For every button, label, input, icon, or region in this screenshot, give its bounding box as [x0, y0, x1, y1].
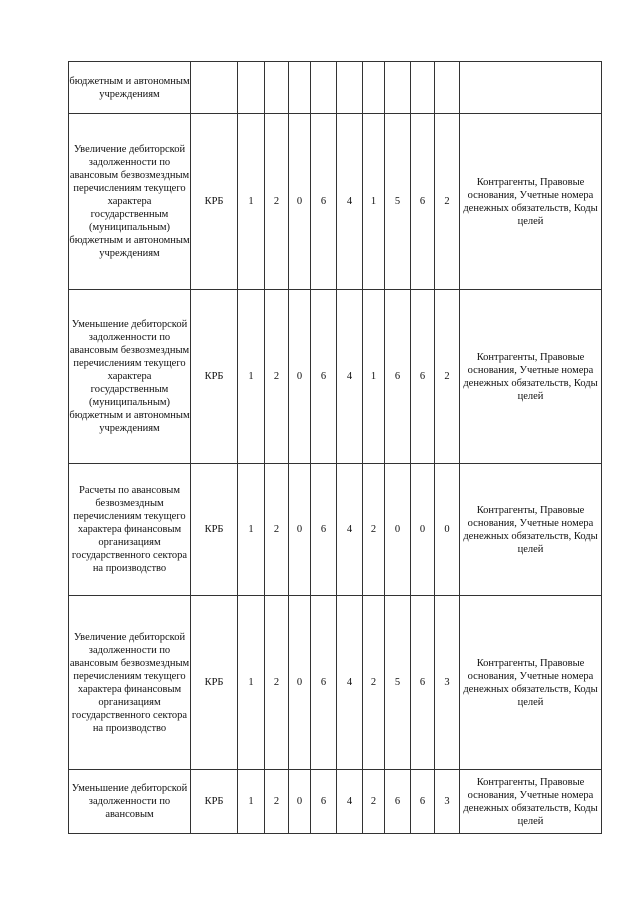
- kbk-cell: КРБ: [191, 464, 238, 596]
- account-digit-cell: 2: [435, 114, 460, 290]
- kbk-cell: КРБ: [191, 114, 238, 290]
- account-digit-cell: 1: [363, 290, 385, 464]
- analytics-cell: Контрагенты, Правовые основания, Учетные номера денежных обязательств, Коды целей: [460, 770, 602, 834]
- kbk-cell: [191, 62, 238, 114]
- account-digit-cell: [238, 62, 265, 114]
- account-digit-cell: 2: [265, 596, 289, 770]
- account-digit-cell: 0: [289, 770, 311, 834]
- account-digit-cell: [411, 62, 435, 114]
- account-digit-cell: 2: [265, 770, 289, 834]
- account-digit-cell: 4: [337, 290, 363, 464]
- account-digit-cell: 3: [435, 770, 460, 834]
- kbk-cell: КРБ: [191, 596, 238, 770]
- account-digit-cell: 0: [435, 464, 460, 596]
- account-digit-cell: 5: [385, 596, 411, 770]
- kbk-cell: КРБ: [191, 770, 238, 834]
- account-digit-cell: 6: [411, 290, 435, 464]
- account-digit-cell: 1: [238, 770, 265, 834]
- account-digit-cell: 1: [238, 290, 265, 464]
- table-row: [69, 290, 602, 464]
- account-digit-cell: 4: [337, 464, 363, 596]
- account-digit-cell: [311, 62, 337, 114]
- analytics-cell: Контрагенты, Правовые основания, Учетные номера денежных обязательств, Коды целей: [460, 596, 602, 770]
- account-name-cell: Увеличение дебиторской задолженности по авансовым безвозмездным перечислениям текущего характера государственным (муниципальным) бюджетным и автономным учреждениям: [69, 114, 191, 290]
- account-digit-cell: 2: [265, 290, 289, 464]
- account-digit-cell: 0: [411, 464, 435, 596]
- account-digit-cell: 2: [363, 596, 385, 770]
- table-row: [69, 596, 602, 770]
- account-digit-cell: 1: [238, 596, 265, 770]
- account-digit-cell: 2: [363, 464, 385, 596]
- account-digit-cell: 6: [385, 290, 411, 464]
- account-digit-cell: 0: [289, 290, 311, 464]
- account-digit-cell: 2: [363, 770, 385, 834]
- analytics-cell: Контрагенты, Правовые основания, Учетные номера денежных обязательств, Коды целей: [460, 464, 602, 596]
- kbk-cell: КРБ: [191, 290, 238, 464]
- account-digit-cell: 0: [289, 596, 311, 770]
- account-digit-cell: 6: [385, 770, 411, 834]
- analytics-cell: [460, 62, 602, 114]
- account-name-cell: Увеличение дебиторской задолженности по авансовым безвозмездным перечислениям текущего характера финансовым организациям государственного сектора на производство: [69, 596, 191, 770]
- account-digit-cell: [363, 62, 385, 114]
- table-row: [69, 770, 602, 834]
- account-digit-cell: [385, 62, 411, 114]
- table-row: [69, 114, 602, 290]
- account-digit-cell: 2: [435, 290, 460, 464]
- account-digit-cell: 4: [337, 114, 363, 290]
- account-digit-cell: 2: [265, 464, 289, 596]
- account-digit-cell: 6: [311, 770, 337, 834]
- account-name-cell: Уменьшение дебиторской задолженности по авансовым: [69, 770, 191, 834]
- account-digit-cell: 4: [337, 596, 363, 770]
- account-digit-cell: 4: [337, 770, 363, 834]
- account-digit-cell: [435, 62, 460, 114]
- account-digit-cell: 1: [238, 464, 265, 596]
- account-name-cell: Уменьшение дебиторской задолженности по авансовым безвозмездным перечислениям текущего характера государственным (муниципальным) бюджетным и автономным учреждениям: [69, 290, 191, 464]
- table-row: [69, 464, 602, 596]
- account-digit-cell: 6: [411, 114, 435, 290]
- analytics-cell: Контрагенты, Правовые основания, Учетные номера денежных обязательств, Коды целей: [460, 114, 602, 290]
- account-digit-cell: 6: [411, 770, 435, 834]
- account-digit-cell: 6: [311, 114, 337, 290]
- account-digit-cell: 0: [289, 464, 311, 596]
- account-digit-cell: [289, 62, 311, 114]
- account-digit-cell: 0: [385, 464, 411, 596]
- account-digit-cell: 6: [411, 596, 435, 770]
- account-digit-cell: 3: [435, 596, 460, 770]
- account-digit-cell: 6: [311, 596, 337, 770]
- account-digit-cell: 6: [311, 290, 337, 464]
- account-digit-cell: 1: [238, 114, 265, 290]
- chart-of-accounts-table: [68, 61, 602, 834]
- account-digit-cell: 0: [289, 114, 311, 290]
- account-digit-cell: [265, 62, 289, 114]
- table-row: [69, 62, 602, 114]
- analytics-cell: Контрагенты, Правовые основания, Учетные номера денежных обязательств, Коды целей: [460, 290, 602, 464]
- account-name-cell: Расчеты по авансовым безвозмездным перечислениям текущего характера финансовым организациям государственного сектора на производство: [69, 464, 191, 596]
- account-name-cell: бюджетным и автономным учреждениям: [69, 62, 191, 114]
- account-digit-cell: [337, 62, 363, 114]
- account-digit-cell: 5: [385, 114, 411, 290]
- account-digit-cell: 1: [363, 114, 385, 290]
- account-digit-cell: 6: [311, 464, 337, 596]
- account-digit-cell: 2: [265, 114, 289, 290]
